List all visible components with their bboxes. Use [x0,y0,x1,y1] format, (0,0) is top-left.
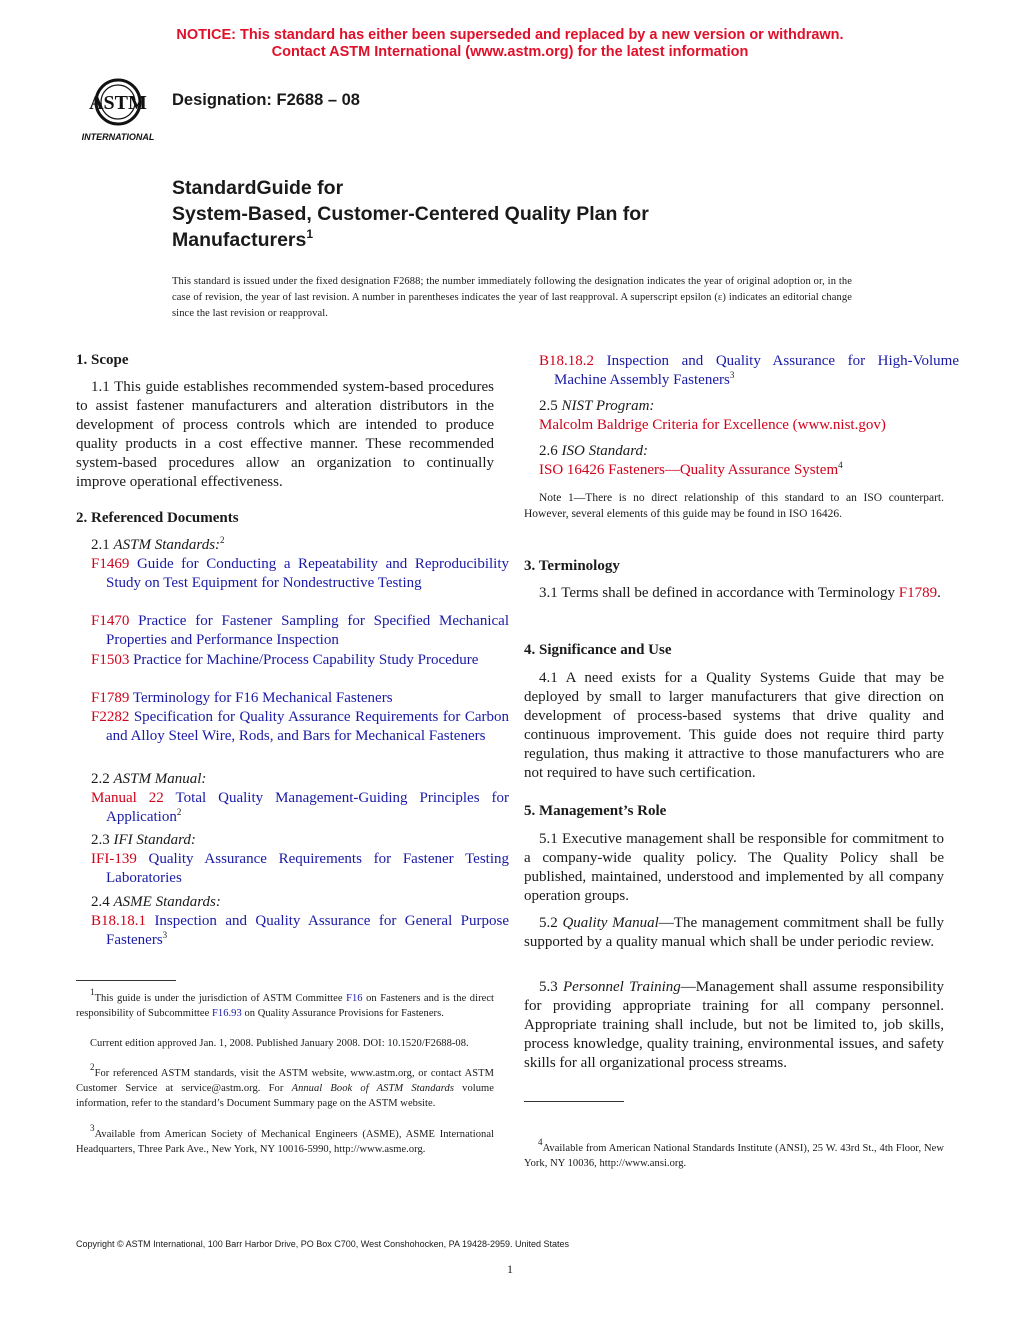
designation: Designation: F2688 – 08 [172,91,360,109]
notice-line-1: NOTICE: This standard has either been superseded and replaced by a new version or withdrawn. [176,27,844,43]
management-heading: 5. Management’s Role [524,803,667,819]
terminology-paragraph: 3.1 Terms shall be defined in accordance with Terminology F1789. [539,585,941,601]
nist-item-link[interactable]: Malcolm Baldrige Criteria for Excellence (www.nist.gov) [539,417,886,433]
ifi-label: 2.3 IFI Standard: [91,832,196,848]
footnote-rule-left [76,980,176,981]
footnote-2: $^2$For referenced ASTM standards, visit the ASTM website, www.astm.org, or contact ASTM Customer Service at service@astm.org. For Annual Book of ASTM Standards volume information, refer to the standard’s Document Summary page on the ASTM website. [76,1062,494,1109]
logo-subtext: INTERNATIONAL [81,132,155,142]
ref-title-link[interactable]: Total Quality Management-Guiding Principles for Application [106,790,509,825]
scope-heading: 1. Scope [76,352,129,368]
ref-title-link[interactable]: Practice for Machine/Process Capability Study Procedure [133,652,479,668]
ref-title-link[interactable]: Specification for Quality Assurance Requirements for Carbon and Alloy Steel Wire, Rods, and Bars for Mechanical Fasteners [106,709,510,744]
title-line-3: Manufacturers [172,229,307,251]
ref-title-link[interactable]: Guide for Conducting a Repeatability and Reproducibility Study on Test Equipment for Nondestructive Testing [106,556,510,591]
astm-logo [74,76,162,144]
ref-item-b18182: B18.18.2 Inspection and Quality Assurance for High-Volume Machine Assembly Fasteners$^3$ [539,353,959,388]
document-title [172,175,649,253]
terminology-heading: 3. Terminology [524,558,620,574]
ref-title-link[interactable]: Practice for Fastener Sampling for Specified Mechanical Properties and Performance Inspection [106,613,509,648]
astm-manual-label: 2.2 ASTM Manual: [91,771,207,787]
ref-code-link[interactable]: B18.18.1 [91,913,147,929]
ref-code-link[interactable]: F1470 [91,613,130,629]
notice-line-2: Contact ASTM International (www.astm.org) for the latest information [271,44,749,60]
management-paragraph-1: 5.1 Executive management shall be responsible for commitment to a company-wide quality policy. The Quality Policy shall be published, maintained, understood and implemented by all company operation groups. [524,831,944,904]
significance-paragraph: 4.1 A need exists for a Quality Systems Guide that may be deployed by small to larger manufacturers that give direction on development of process-based systems that drive quality and continuous improvement. This guide does not require third party regulation, thus making it attractive to those manufacturers who are not required to have such certification. [524,670,944,781]
ref-item-f1469 [91,555,509,593]
logo-text: ASTM [89,92,147,114]
issue-note: This standard is issued under the fixed designation F2688; the number immediately following the designation indicates the year of original adoption or, in the case of revision, the year of last revision. A number in parentheses indicates the year of last reapproval. A superscript epsilon (ε) indicates an editorial change since the last revision or reapproval. [172,276,852,319]
iso-item-link[interactable]: ISO 16426 Fasteners—Quality Assurance System [539,462,839,478]
nist-label: 2.5 NIST Program: [539,398,655,414]
committee-link[interactable]: F16 [346,993,363,1004]
ref-code-link[interactable]: F1789 [91,690,130,706]
supersession-notice [0,27,1020,61]
ref-code-link[interactable]: F2282 [91,709,130,725]
terminology-link[interactable]: F1789 [898,585,938,601]
footnote-3: $^3$Available from American Society of Mechanical Engineers (ASME), ASME International Headquarters, Three Park Ave., New York, NY 10016-5990, http://www.asme.org. [76,1123,494,1155]
ref-code-link[interactable]: F1503 [91,652,130,668]
ref-item-ifi139 [91,850,509,888]
iso-item: ISO 16426 Fasteners—Quality Assurance System$^4$ [539,460,843,478]
astm-standards-label: 2.1 ASTM Standards:$^2$ [91,535,225,553]
ref-item-f1503 [91,651,509,670]
footnote-rule-right [524,1101,624,1102]
copyright-line: Copyright © ASTM International, 100 Barr Harbor Drive, PO Box C700, West Conshohocken, PA 19428-2959. United States [76,1239,570,1249]
management-paragraph-2: 5.2 Quality Manual—The management commitment shall be fully supported by a quality manual which shall be under periodic review. [524,915,945,950]
ref-item-b18181: B18.18.1 Inspection and Quality Assurance for General Purpose Fasteners$^3$ [91,913,510,948]
title-footnote-mark: 1 [306,227,314,241]
ref-item-f1789 [91,689,509,708]
ref-code-link[interactable]: B18.18.2 [539,353,595,369]
ref-title-link[interactable]: Inspection and Quality Assurance for General Purpose Fasteners [106,913,510,948]
ref-title-link[interactable]: Quality Assurance Requirements for Fastener Testing Laboratories [106,851,510,886]
asme-label: 2.4 ASME Standards: [91,894,221,910]
ref-title-link[interactable]: Terminology for F16 Mechanical Fasteners [132,690,393,706]
ref-item-f1470 [91,612,509,650]
astm-logo-icon [74,76,162,144]
ref-item-manual22: Manual 22 Total Quality Management-Guiding Principles for Application$^2$ [91,790,509,825]
refdocs-heading: 2. Referenced Documents [76,510,239,526]
ref-item-f2282 [91,708,509,746]
management-paragraph-3: 5.3 Personnel Training—Management shall assume responsibility for providing appropriate training for all company personnel. Appropriate training shall include, but not be limited to, job skills, process knowledge, quality training, environmental issues, and safety skills for all organizational process streams. [524,979,944,1071]
footnote-1-edition: Current edition approved Jan. 1, 2008. Published January 2008. DOI: 10.1520/F2688-08. [90,1038,469,1049]
page-number: 1 [507,1262,513,1276]
significance-heading: 4. Significance and Use [524,642,672,658]
ref-code-link[interactable]: IFI-139 [91,851,137,867]
title-line-2: System-Based, Customer-Centered Quality Plan for [172,203,649,225]
footnote-1: $^1$This guide is under the jurisdiction of ASTM Committee F16 on Fasteners and is the direct responsibility of Subcommittee F16.93 on Quality Assurance Provisions for Fasteners. [76,987,495,1019]
ref-code-link[interactable]: F1469 [91,556,130,572]
ref-title-link[interactable]: Inspection and Quality Assurance for High-Volume Machine Assembly Fasteners [554,353,959,388]
title-line-1: StandardGuide for [172,177,344,199]
footnote-4: $^4$Available from American National Standards Institute (ANSI), 25 W. 43rd St., 4th Floor, New York, NY 10036, http://www.ansi.org. [524,1137,944,1169]
iso-label: 2.6 ISO Standard: [539,443,649,459]
ref-code-link[interactable]: Manual 22 [91,790,164,806]
subcommittee-link[interactable]: F16.93 [212,1008,242,1019]
note-1: Note 1—There is no direct relationship of this standard to an ISO counterpart. However, several elements of this guide may be found in ISO 16426. [524,492,944,520]
scope-paragraph: 1.1 This guide establishes recommended system-based procedures to assist fastener manufacturers and alteration distributors in the development of process controls which are intended to produce quality products in a cost effective manner. These recommended system-based procedures allow an organization to continually improve operational effectiveness. [76,379,494,490]
